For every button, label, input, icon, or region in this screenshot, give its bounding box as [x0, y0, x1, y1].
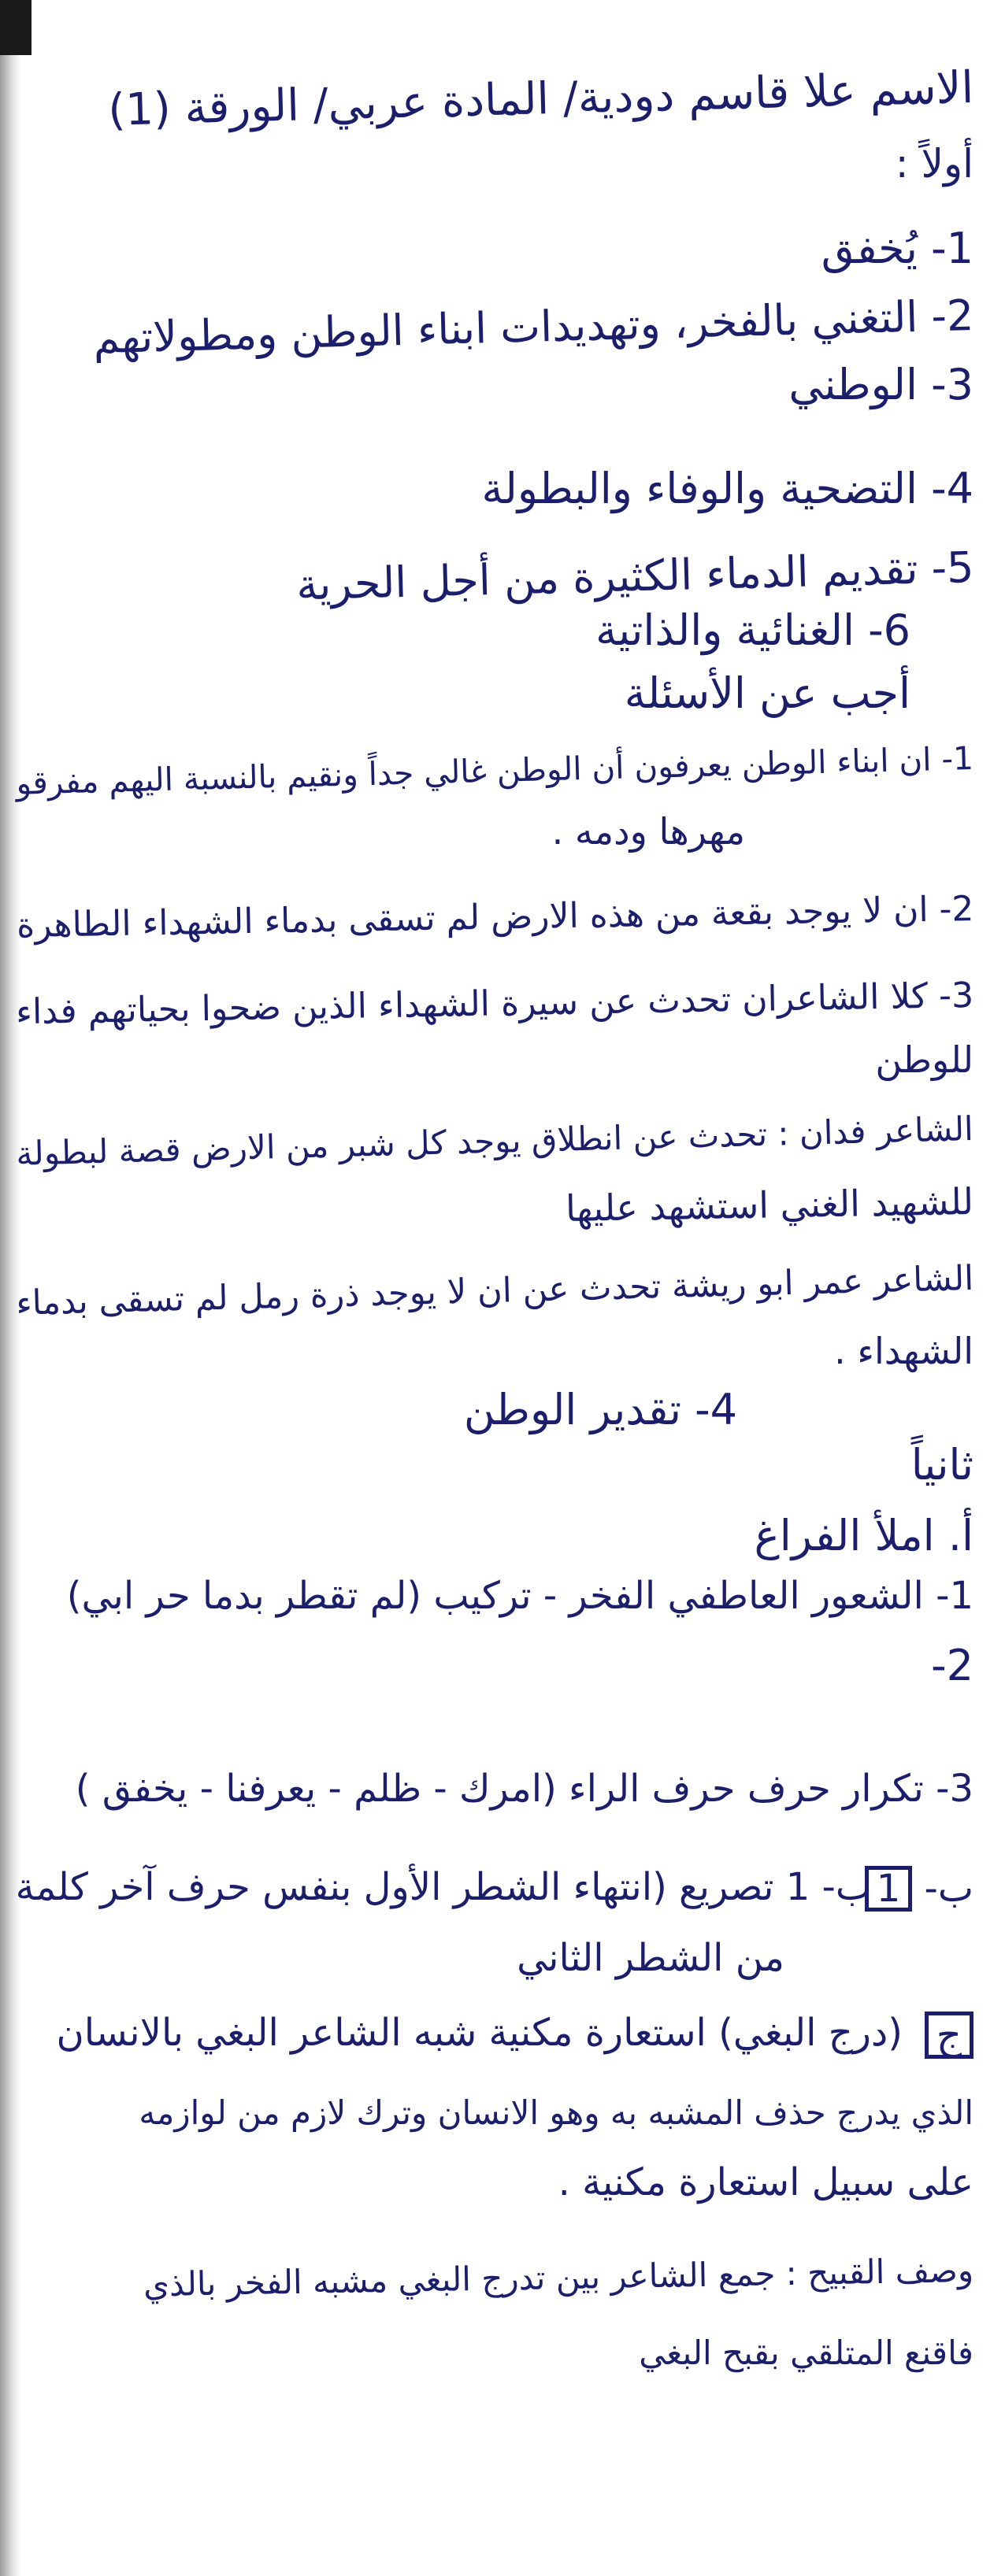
answer-line: على سبيل استعارة مكنية .: [558, 2160, 973, 2204]
answer-line: 3- كلا الشاعران تحدث عن سيرة الشهداء الذين ضحوا بحياتهم فداء: [15, 975, 974, 1033]
answer-line: 2- ان لا يوجد بقعة من هذه الارض لم تسقى بدماء الشهداء الطاهرة: [16, 889, 974, 946]
header-line: الاسم علا قاسم دودية/ المادة عربي/ الورقة (1): [107, 62, 974, 136]
answer-line: 2-: [931, 1641, 973, 1690]
section-heading: ثانياً: [910, 1440, 973, 1490]
page-corner-shadow: [0, 0, 32, 55]
boxed-letter: ج: [925, 2012, 973, 2059]
answer-line: 3- الوطني: [788, 360, 973, 409]
answer-line: (درج البغي) استعارة مكنية شبه الشاعر البغي بالانسان: [56, 2011, 903, 2055]
answer-line: مهرها ودمه .: [551, 810, 745, 853]
answer-line: 5- تقديم الدماء الكثيرة من أجل الحرية: [295, 542, 974, 610]
boxed-number: 1: [865, 1866, 913, 1912]
answer-line: 2- التغني بالفخر، وتهديدات ابناء الوطن ومطولاتهم: [92, 291, 974, 364]
answer-line: الشهداء .: [834, 1330, 973, 1372]
answer-line: 1- الشعور العاطفي الفخر - تركيب (لم تقطر بدما حر ابي): [66, 1574, 973, 1618]
answer-line: ب- 1 تصريع (انتهاء الشطر الأول بنفس حرف آخر كلمة: [15, 1865, 871, 1909]
answer-line: 4- التضحية والوفاء والبطولة: [481, 464, 973, 513]
answer-line: الشاعر عمر ابو ريشة تحدث عن ان لا يوجد ذرة رمل لم تسقى بدماء: [15, 1259, 974, 1323]
section-heading: أجب عن الأسئلة: [624, 668, 910, 718]
answer-line: 3- تكرار حرف حرف الراء (امرك - ظلم - يعرفنا - يخفق ): [75, 1767, 973, 1811]
answer-line: الذي يدرج حذف المشبه به وهو الانسان وترك لازم من لوازمه: [139, 2093, 973, 2132]
answer-line: من الشطر الثاني: [517, 1936, 784, 1980]
answer-line: الشاعر فدان : تحدث عن انطلاق يوجد كل شبر من الارض قصة لبطولة: [16, 1109, 974, 1173]
answer-line: وصف القبيح : جمع الشاعر بين تدرج البغي مشبه الفخر بالذي: [143, 2251, 974, 2304]
answer-line: [917, 2012, 973, 2059]
answer-line: أولاً :: [895, 141, 973, 187]
answer-line: 1- يُخفق: [821, 224, 973, 273]
answer-line: للشهيد الغني استشهد عليها: [565, 1180, 974, 1231]
answer-line: فاقنع المتلقي بقبح البغي: [639, 2334, 973, 2372]
answer-line: للوطن: [875, 1038, 973, 1081]
answer-line: [857, 1866, 973, 1912]
answer-line: 4- تقدير الوطن: [463, 1385, 737, 1434]
answer-line: 1- ان ابناء الوطن يعرفون أن الوطن غالي جداً ونقيم بالنسبة اليهم مفرقو: [15, 739, 974, 802]
answer-label: ب-: [912, 1867, 973, 1911]
answer-line: أ. املأ الفراغ: [754, 1511, 973, 1560]
answer-line: 6- الغنائية والذاتية: [595, 605, 910, 655]
